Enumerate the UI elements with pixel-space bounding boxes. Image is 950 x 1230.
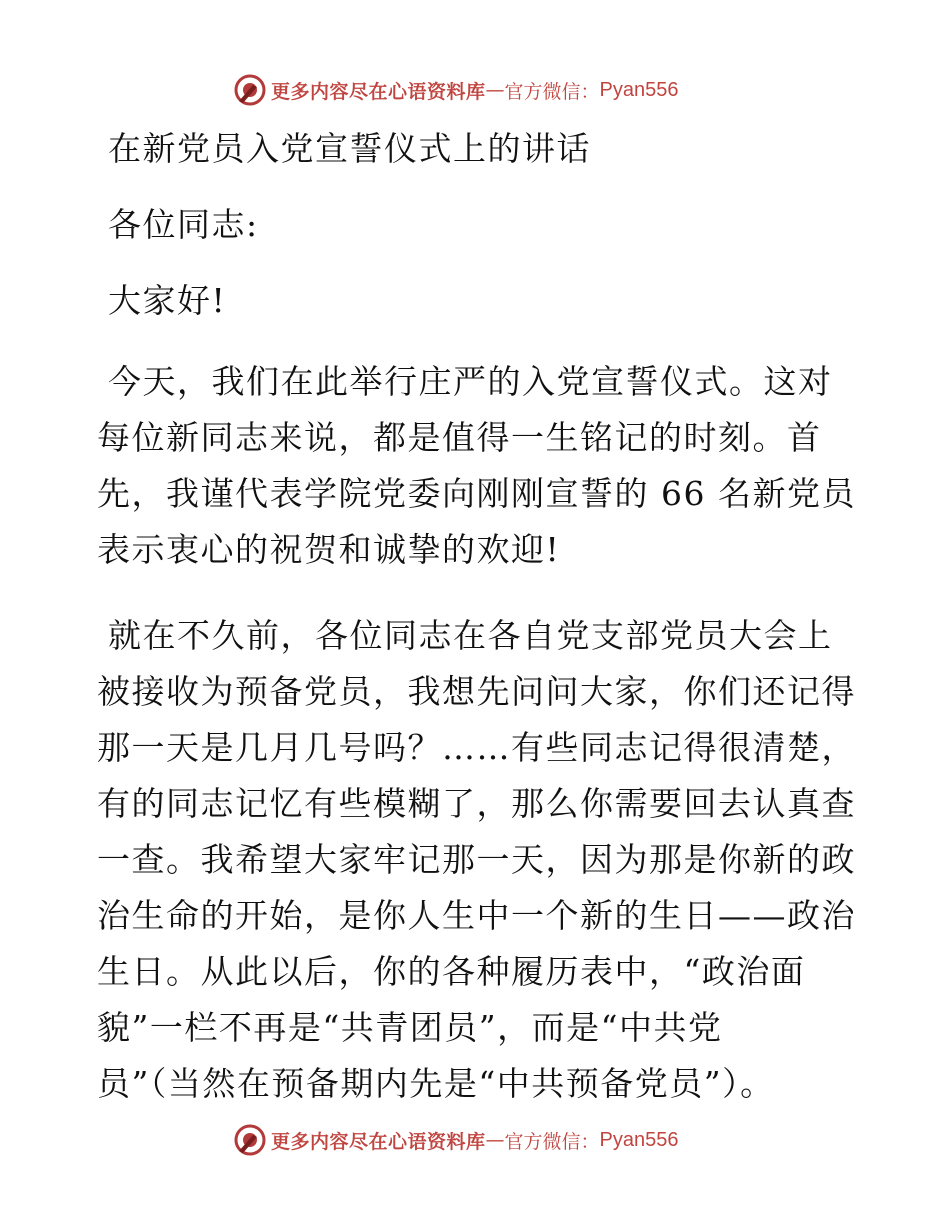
paragraph-line: 生日。从此以后，你的各种履历表中，“政治面 (97, 952, 806, 991)
salutation: 各位同志: (108, 205, 259, 244)
paragraph-line: 每位新同志来说，都是值得一生铭记的时刻。首 (97, 418, 822, 457)
document-title: 在新党员入党宣誓仪式上的讲话 (108, 129, 591, 168)
header-watermark (233, 70, 679, 110)
pen-nib-logo-icon (233, 73, 267, 107)
watermark-contact-id: Pyan556 (599, 78, 679, 101)
paragraph-line: 今天，我们在此举行庄严的入党宣誓仪式。这对 (108, 362, 833, 401)
pen-nib-logo-icon (233, 1123, 267, 1157)
watermark-separator: — (485, 79, 505, 101)
watermark-contact-id: Pyan556 (599, 1128, 679, 1151)
paragraph-2 (97, 608, 857, 1112)
paragraph-line: 那一天是几月几号吗？……有些同志记得很清楚， (97, 728, 856, 767)
watermark-separator: — (485, 1129, 505, 1151)
paragraph-1 (97, 354, 857, 578)
paragraph-line: 先，我谨代表学院党委向刚刚宣誓的 66 名新党员 (97, 474, 856, 513)
paragraph-line: 一查。我希望大家牢记那一天，因为那是你新的政 (97, 840, 856, 879)
watermark-contact-label: 官方微信： (504, 1130, 600, 1153)
watermark-contact-label: 官方微信： (504, 80, 600, 103)
paragraph-line: 治生命的开始，是你人生中一个新的生日——政治 (97, 896, 856, 935)
paragraph-line: 有的同志记忆有些模糊了，那么你需要回去认真查 (97, 784, 856, 823)
paragraph-line: 就在不久前，各位同志在各自党支部党员大会上 (108, 616, 833, 655)
watermark-site-text: 更多内容尽在心语资料库 (271, 1130, 486, 1153)
paragraph-line: 貌”一栏不再是“共青团员”，而是“中共党 (97, 1008, 723, 1047)
document-body (97, 118, 857, 1112)
footer-watermark (233, 1120, 679, 1160)
watermark-site-text: 更多内容尽在心语资料库 (271, 80, 486, 103)
greeting: 大家好! (108, 281, 227, 320)
paragraph-line: 表示衷心的祝贺和诚挚的欢迎! (97, 530, 561, 569)
paragraph-line: 被接收为预备党员，我想先问问大家，你们还记得 (97, 672, 856, 711)
paragraph-line: 员”（当然在预备期内先是“中共预备党员”）。 (97, 1064, 775, 1103)
